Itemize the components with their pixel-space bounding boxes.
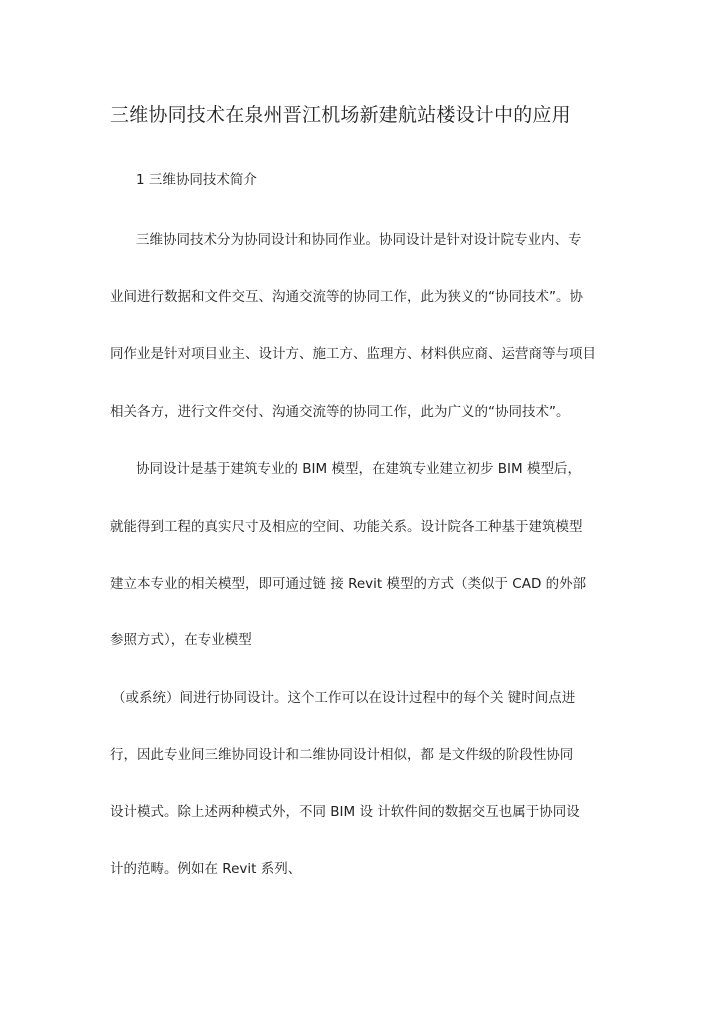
paragraph-line: 设计模式。除上述两种模式外，不同 BIM 设 计软件间的数据交互也属于协同设 (110, 804, 580, 820)
section-heading: 1 三维协同技术简介 (136, 172, 257, 188)
paragraph-line: （或系统）间进行协同设计。这个工作可以在设计过程中的每个关 键时间点进 (112, 690, 576, 706)
paragraph-line: 三维协同技术分为协同设计和协同作业。协同设计是针对设计院专业内、专 (136, 232, 582, 248)
paragraph-line: 行，因此专业间三维协同设计和二维协同设计相似，都 是文件级的阶段性协同 (110, 747, 574, 763)
paragraph-line: 同作业是针对项目业主、设计方、施工方、监理方、材料供应商、运营商等与项目 (110, 346, 596, 362)
paragraph-line: 协同设计是基于建筑专业的 BIM 模型，在建筑专业建立初步 BIM 模型后， (136, 461, 581, 477)
paragraph-line: 业间进行数据和文件交互、沟通交流等的协同工作，此为狭义的“协同技术”。协 (110, 289, 583, 305)
paragraph-line: 建立本专业的相关模型，即可通过链 接 Revit 模型的方式（类似于 CAD 的外部 (110, 576, 587, 592)
paragraph-line: 相关各方，进行文件交付、沟通交流等的协同工作，此为广义的“协同技术”。 (110, 404, 570, 420)
document-title: 三维协同技术在泉州晋江机场新建航站楼设计中的应用 (110, 104, 571, 126)
paragraph-line: 参照方式），在专业模型 (110, 632, 252, 648)
paragraph-line: 计的范畴。例如在 Revit 系列、 (110, 861, 302, 877)
paragraph-line: 就能得到工程的真实尺寸及相应的空间、功能关系。设计院各工种基于建筑模型 (110, 519, 583, 535)
